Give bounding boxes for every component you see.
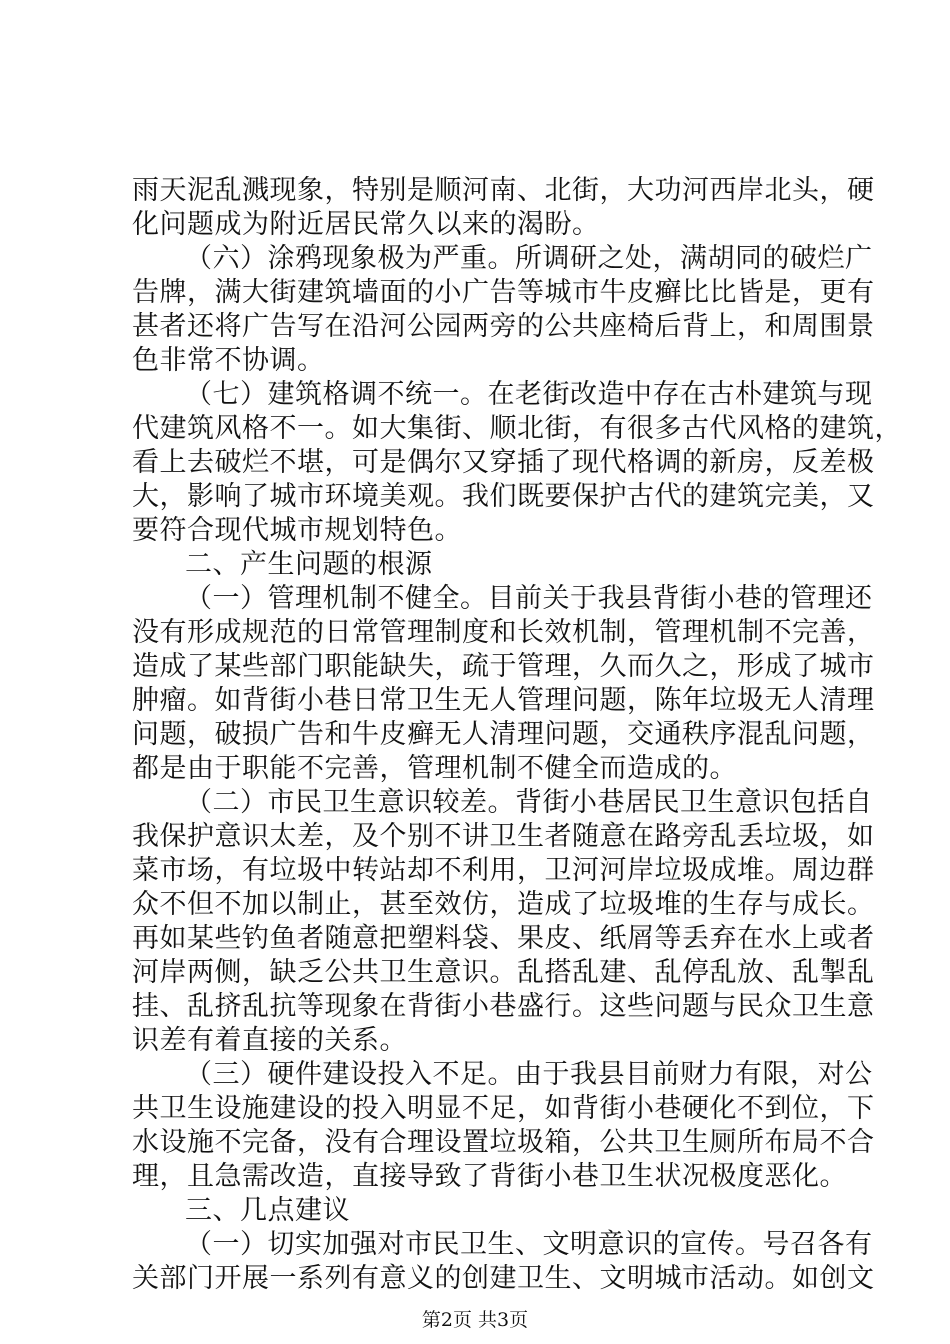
page-footer <box>0 1308 950 1332</box>
section-heading: 三、几点建议 <box>185 1195 350 1226</box>
text-line: 我保护意识太差，及个别不讲卫生者随意在路旁乱丢垃圾，如 <box>132 821 875 852</box>
text-line: 都是由于职能不完善，管理机制不健全而造成的。 <box>132 753 737 784</box>
text-line: 大，影响了城市环境美观。我们既要保护古代的建筑完美，又 <box>132 481 875 512</box>
text-line: 水设施不完备，没有合理设置垃圾箱，公共卫生厕所布局不合 <box>132 1127 875 1158</box>
text-line: （一）切实加强对市民卫生、文明意识的宣传。号召各有 <box>185 1229 873 1260</box>
text-line: （七）建筑格调不统一。在老街改造中存在古朴建筑与现 <box>185 379 873 410</box>
text-line: 没有形成规范的日常管理制度和长效机制，管理机制不完善， <box>132 617 875 648</box>
text-line: （二）市民卫生意识较差。背街小巷居民卫生意识包括自 <box>185 787 873 818</box>
text-line: （一）管理机制不健全。目前关于我县背街小巷的管理还 <box>185 583 873 614</box>
section-heading: 二、产生问题的根源 <box>185 549 433 580</box>
text-line: 问题，破损广告和牛皮癣无人清理问题，交通秩序混乱问题， <box>132 719 875 750</box>
text-line: 化问题成为附近居民常久以来的渴盼。 <box>132 209 600 240</box>
text-line: 看上去破烂不堪，可是偶尔又穿插了现代格调的新房，反差极 <box>132 447 875 478</box>
text-line: 共卫生设施建设的投入明显不足，如背街小巷硬化不到位，下 <box>132 1093 875 1124</box>
text-line: 再如某些钓鱼者随意把塑料袋、果皮、纸屑等丢弃在水上或者 <box>132 923 875 954</box>
text-line: 告牌，满大街建筑墙面的小广告等城市牛皮癣比比皆是，更有 <box>132 277 875 308</box>
text-line: 众不但不加以制止，甚至效仿，造成了垃圾堆的生存与成长。 <box>132 889 875 920</box>
text-line: 肿瘤。如背街小巷日常卫生无人管理问题，陈年垃圾无人清理 <box>132 685 875 716</box>
text-line: 色非常不协调。 <box>132 345 325 376</box>
text-line: 要符合现代城市规划特色。 <box>132 515 462 546</box>
text-line: 雨天泥乱溅现象，特别是顺河南、北街，大功河西岸北头，硬 <box>132 175 875 206</box>
text-line: 识差有着直接的关系。 <box>132 1025 407 1056</box>
text-line: 挂、乱挤乱抗等现象在背街小巷盛行。这些问题与民众卫生意 <box>132 991 875 1022</box>
text-line: 甚者还将广告写在沿河公园两旁的公共座椅后背上，和周围景 <box>132 311 875 342</box>
text-line: （三）硬件建设投入不足。由于我县目前财力有限，对公 <box>185 1059 873 1090</box>
text-line: （六）涂鸦现象极为严重。所调研之处，满胡同的破烂广 <box>185 243 873 274</box>
text-line: 河岸两侧，缺乏公共卫生意识。乱搭乱建、乱停乱放、乱掣乱 <box>132 957 875 988</box>
text-line: 造成了某些部门职能缺失，疏于管理，久而久之，形成了城市 <box>132 651 875 682</box>
text-line: 代建筑风格不一。如大集街、顺北街，有很多古代风格的建筑， <box>132 413 902 444</box>
page-number: 第2页 共3页 <box>421 1309 529 1331</box>
text-line: 理，且急需改造，直接导致了背街小巷卫生状况极度恶化。 <box>132 1161 847 1192</box>
text-line: 关部门开展一系列有意义的创建卫生、文明城市活动。如创文 <box>132 1263 875 1294</box>
text-line: 菜市场，有垃圾中转站却不利用，卫河河岸垃圾成堆。周边群 <box>132 855 875 886</box>
